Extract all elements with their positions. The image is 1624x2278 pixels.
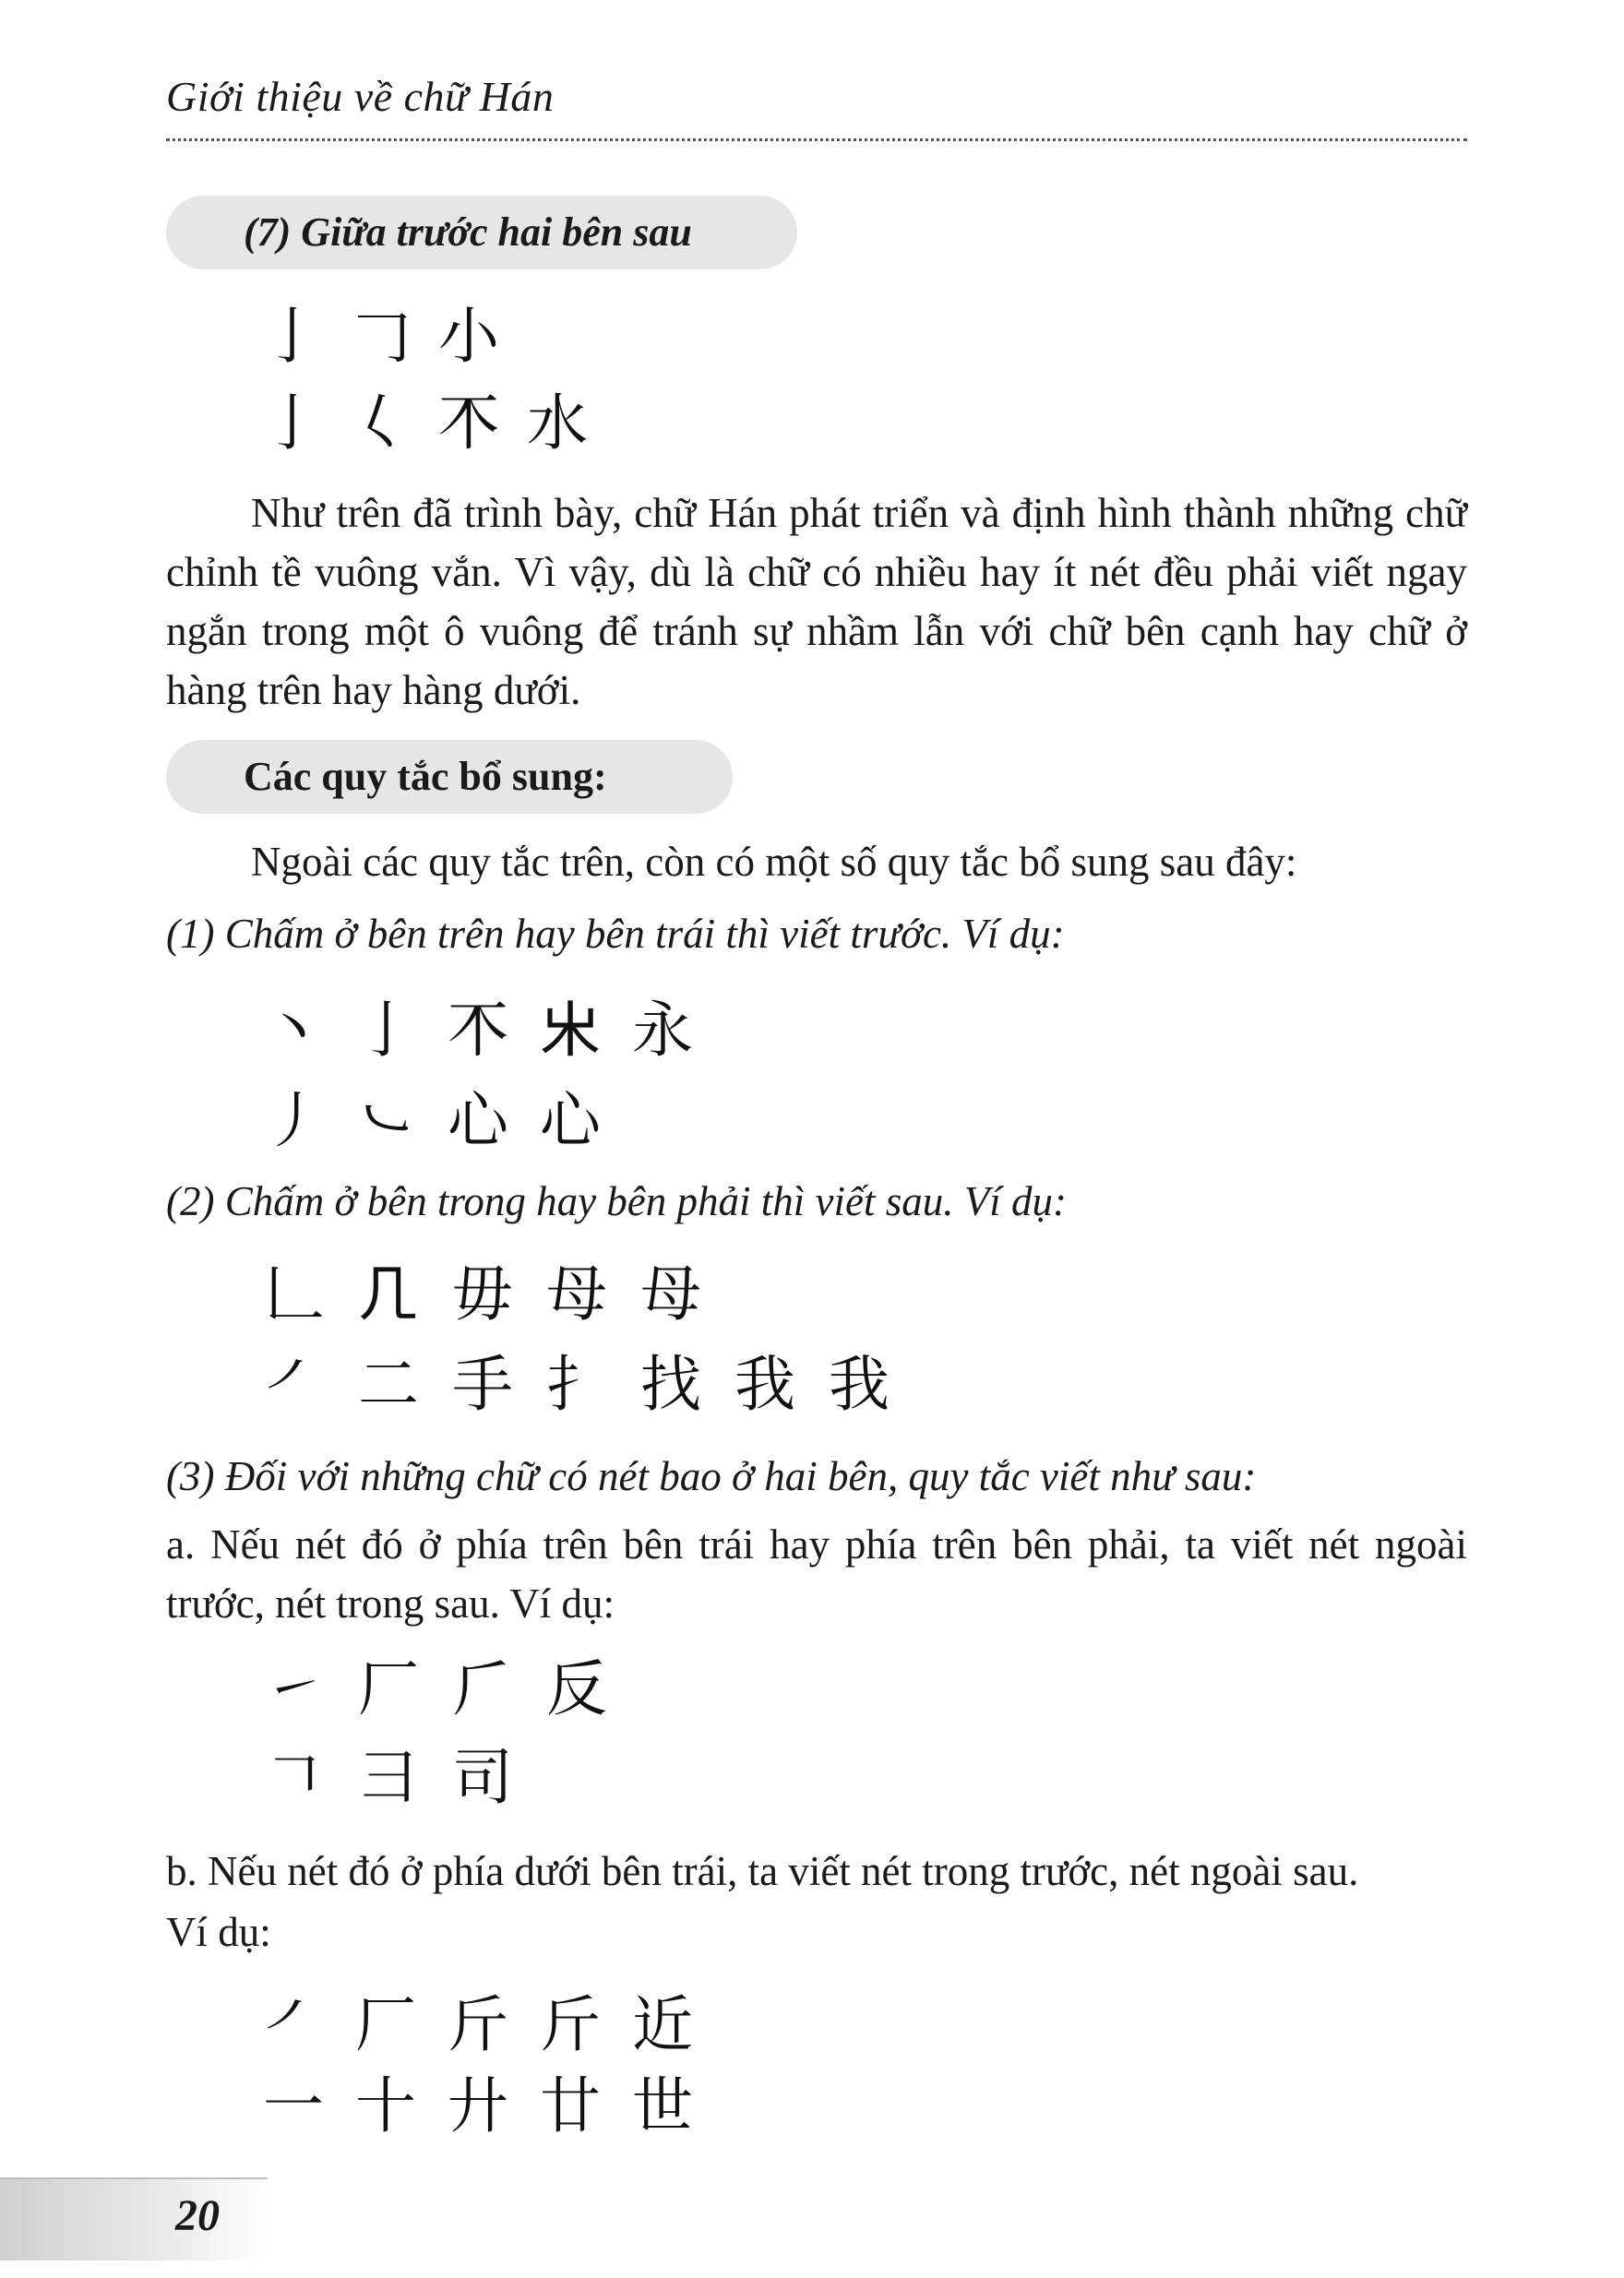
- hanzi-char: 斤: [448, 1989, 508, 2060]
- hanzi-row-3a2: [247, 1736, 530, 1819]
- hanzi-char: ㇀: [264, 1653, 325, 1724]
- section-7-heading: (7) Giữa trước hai bên sau: [166, 196, 797, 269]
- hanzi-char: 丿: [263, 1085, 324, 1156]
- rule-3a-text: a. Nếu nét đó ở phía trên bên trái hay phía trên bên phải, ta viết nét ngoài trước, nét trong sau. Ví dụ:: [166, 1521, 1467, 1627]
- hanzi-char: 永: [632, 995, 693, 1066]
- hanzi-char: 斤: [540, 1989, 601, 2060]
- hanzi-char: 𠃊: [264, 1258, 325, 1330]
- hanzi-char: ㇃: [355, 1085, 416, 1156]
- hanzi-char: 我: [734, 1349, 795, 1420]
- hanzi-char: 亅: [355, 995, 416, 1066]
- rule-1-text: (1) Chấm ở bên trên hay bên trái thì viết trước. Ví dụ:: [166, 911, 1065, 957]
- running-header: Giới thiệu về chữ Hán: [166, 73, 555, 120]
- hanzi-char: 反: [546, 1653, 607, 1724]
- page-number: 20: [175, 2191, 220, 2240]
- hanzi-char: 𣎴: [438, 388, 499, 459]
- hanzi-char: 司: [452, 1742, 513, 1813]
- hanzi-row-7a: [247, 295, 513, 378]
- hanzi-char: 𣎵: [540, 995, 601, 1066]
- hanzi-char: 𣎴: [448, 995, 508, 1066]
- hanzi-char: 心: [448, 1085, 508, 1156]
- hanzi-char: 母: [640, 1258, 701, 1330]
- hanzi-char: 彐: [358, 1742, 419, 1813]
- hanzi-char: 𠃍: [264, 1742, 325, 1813]
- hanzi-char: 扌: [546, 1349, 607, 1420]
- hanzi-char: 毋: [452, 1258, 513, 1330]
- supplement-intro: Ngoài các quy tắc trên, còn có một số quy tắc bổ sung sau đây:: [251, 839, 1297, 885]
- section-7-paragraph: Như trên đã trình bày, chữ Hán phát triển và định hình thành những chữ chỉnh tề vuông vắn. Vì vậy, dù là chữ có nhiều hay ít nét đều phải viết ngay ngắn trong một ô vuông để tránh sự nhầm lẫn với chữ bên cạnh hay chữ ở hàng trên hay hàng dưới.: [166, 490, 1467, 713]
- hanzi-row-7b: [247, 382, 602, 465]
- rule-2-text: (2) Chấm ở bên trong hay bên phải thì viết sau. Ví dụ:: [166, 1178, 1067, 1224]
- hanzi-char: ㇒: [263, 1989, 324, 2060]
- page-number-tab: [0, 2177, 268, 2260]
- hanzi-char: 亅: [261, 388, 322, 459]
- hanzi-row-2b: [247, 1343, 906, 1426]
- supplement-heading: Các quy tắc bổ sung:: [166, 740, 733, 814]
- hanzi-char: 母: [546, 1258, 607, 1330]
- hanzi-char: 十: [355, 2070, 416, 2141]
- hanzi-row-3b2: [247, 2065, 709, 2148]
- hanzi-char: 厂: [358, 1653, 419, 1724]
- header-dotted-rule: [166, 138, 1467, 141]
- hanzi-char: 亅: [261, 301, 322, 372]
- hanzi-char: 小: [438, 301, 499, 372]
- hanzi-row-3a1: [247, 1648, 624, 1731]
- hanzi-char: 𠂆: [452, 1653, 513, 1724]
- hanzi-char: 丶: [263, 995, 324, 1066]
- hanzi-char: 手: [452, 1349, 513, 1420]
- hanzi-char: 𡿨: [350, 388, 411, 459]
- rule-3b-continuation: Ví dụ:: [166, 1909, 271, 1955]
- hanzi-char: 廿: [540, 2070, 601, 2141]
- hanzi-row-2a: [247, 1253, 718, 1336]
- hanzi-row-1a: [247, 989, 709, 1072]
- hanzi-char: 廾: [448, 2070, 508, 2141]
- hanzi-char: 一: [263, 2070, 324, 2141]
- hanzi-char: 𠘧: [358, 1258, 419, 1330]
- hanzi-char: 世: [632, 2070, 693, 2141]
- hanzi-char: 𠃌: [350, 301, 411, 372]
- rule-3-text: (3) Đối với những chữ có nét bao ở hai bên, quy tắc viết như sau:: [166, 1453, 1257, 1499]
- hanzi-char: 二: [358, 1349, 419, 1420]
- hanzi-char: 近: [632, 1989, 693, 2060]
- hanzi-char: 心: [540, 1085, 601, 1156]
- hanzi-char: 找: [640, 1349, 701, 1420]
- hanzi-row-3b1: [247, 1984, 709, 2067]
- hanzi-char: 厂: [355, 1989, 416, 2060]
- hanzi-char: 我: [829, 1349, 890, 1420]
- hanzi-char: ㇒: [264, 1349, 325, 1420]
- rule-3b-text: b. Nếu nét đó ở phía dưới bên trái, ta viết nét trong trước, nét ngoài sau.: [166, 1848, 1359, 1894]
- hanzi-char: 水: [527, 388, 588, 459]
- hanzi-row-1b: [247, 1079, 616, 1163]
